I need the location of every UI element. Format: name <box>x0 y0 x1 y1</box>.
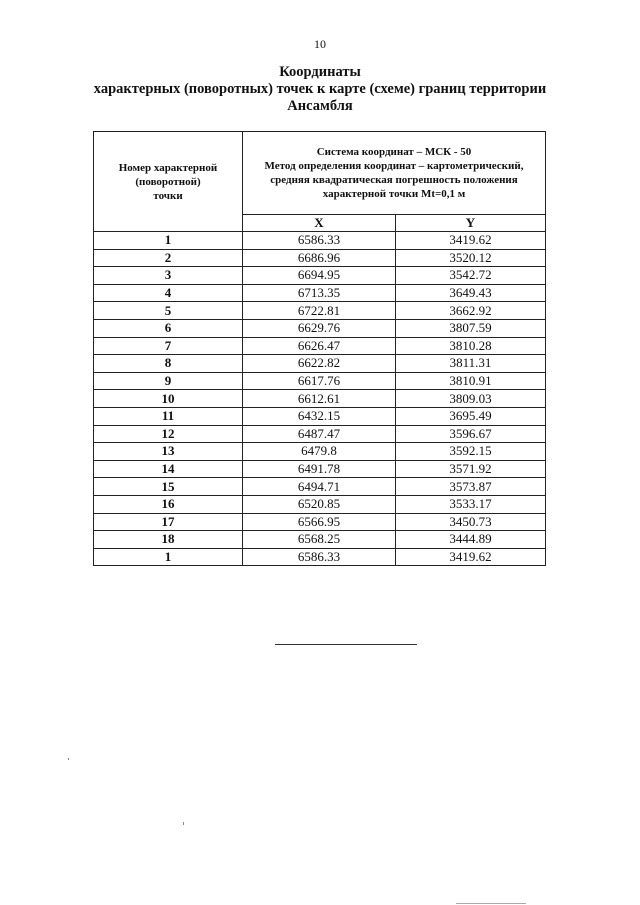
point-number-cell: 5 <box>94 302 243 320</box>
y-coordinate-cell: 3520.12 <box>396 249 546 267</box>
table-row <box>94 390 546 408</box>
y-coordinate-cell: 3573.87 <box>396 478 546 496</box>
coordinate-system-header: Система координат – МСК - 50 Метод определения координат – картометрический, средняя квадратическая погрешность положения характерной точки Mt=0,1 м <box>243 132 546 215</box>
y-coordinate-cell: 3419.62 <box>396 232 546 250</box>
y-coordinate-cell: 3811.31 <box>396 355 546 373</box>
table-row <box>94 531 546 549</box>
x-coordinate-cell: 6491.78 <box>243 460 396 478</box>
signature-rule <box>275 644 417 645</box>
title-line-1: Координаты <box>279 64 361 80</box>
table-row <box>94 460 546 478</box>
table-row <box>94 478 546 496</box>
x-coordinate-cell: 6694.95 <box>243 267 396 285</box>
page-title <box>40 64 600 115</box>
point-number-cell: 14 <box>94 460 243 478</box>
y-coordinate-cell: 3419.62 <box>396 548 546 566</box>
y-coordinate-cell: 3809.03 <box>396 390 546 408</box>
y-coordinate-cell: 3810.28 <box>396 337 546 355</box>
y-coordinate-cell: 3571.92 <box>396 460 546 478</box>
point-number-cell: 9 <box>94 372 243 390</box>
scan-speck <box>183 822 184 825</box>
y-coordinate-cell: 3596.67 <box>396 425 546 443</box>
table-row <box>94 425 546 443</box>
x-coordinate-cell: 6568.25 <box>243 531 396 549</box>
x-coordinate-cell: 6586.33 <box>243 548 396 566</box>
x-column-header: X <box>243 215 396 232</box>
table-row <box>94 249 546 267</box>
point-number-cell: 16 <box>94 495 243 513</box>
x-coordinate-cell: 6617.76 <box>243 372 396 390</box>
point-number-cell: 3 <box>94 267 243 285</box>
scan-speck <box>68 758 69 760</box>
table-row <box>94 355 546 373</box>
table-row <box>94 495 546 513</box>
point-number-cell: 18 <box>94 531 243 549</box>
table-row <box>94 443 546 461</box>
y-coordinate-cell: 3662.92 <box>396 302 546 320</box>
y-coordinate-cell: 3810.91 <box>396 372 546 390</box>
y-coordinate-cell: 3533.17 <box>396 495 546 513</box>
y-coordinate-cell: 3542.72 <box>396 267 546 285</box>
y-coordinate-cell: 3807.59 <box>396 319 546 337</box>
y-coordinate-cell: 3450.73 <box>396 513 546 531</box>
title-line-3: Ансамбля <box>287 98 353 114</box>
table-row <box>94 319 546 337</box>
y-coordinate-cell: 3444.89 <box>396 531 546 549</box>
point-number-header: Номер характерной (поворотной) точки <box>94 132 243 232</box>
point-number-cell: 4 <box>94 284 243 302</box>
point-number-cell: 1 <box>94 548 243 566</box>
x-coordinate-cell: 6626.47 <box>243 337 396 355</box>
point-number-cell: 2 <box>94 249 243 267</box>
y-coordinate-cell: 3695.49 <box>396 407 546 425</box>
page-number: 10 <box>314 37 326 51</box>
coordinates-body <box>94 232 546 566</box>
x-coordinate-cell: 6713.35 <box>243 284 396 302</box>
x-coordinate-cell: 6612.61 <box>243 390 396 408</box>
point-number-cell: 8 <box>94 355 243 373</box>
point-number-cell: 13 <box>94 443 243 461</box>
point-number-cell: 1 <box>94 232 243 250</box>
scan-edge-line <box>456 903 526 904</box>
x-coordinate-cell: 6432.15 <box>243 407 396 425</box>
table-row <box>94 267 546 285</box>
point-number-cell: 11 <box>94 407 243 425</box>
table-row <box>94 372 546 390</box>
x-coordinate-cell: 6487.47 <box>243 425 396 443</box>
x-coordinate-cell: 6479.8 <box>243 443 396 461</box>
y-coordinate-cell: 3592.15 <box>396 443 546 461</box>
title-line-2: характерных (поворотных) точек к карте (схеме) границ территории <box>93 81 547 97</box>
table-row <box>94 407 546 425</box>
point-number-cell: 10 <box>94 390 243 408</box>
point-number-cell: 12 <box>94 425 243 443</box>
x-coordinate-cell: 6629.76 <box>243 319 396 337</box>
table-row <box>94 337 546 355</box>
x-coordinate-cell: 6622.82 <box>243 355 396 373</box>
x-coordinate-cell: 6566.95 <box>243 513 396 531</box>
x-coordinate-cell: 6494.71 <box>243 478 396 496</box>
table-row <box>94 302 546 320</box>
x-coordinate-cell: 6686.96 <box>243 249 396 267</box>
table-row <box>94 548 546 566</box>
y-column-header: Y <box>396 215 546 232</box>
point-number-cell: 15 <box>94 478 243 496</box>
table-row <box>94 513 546 531</box>
table-row <box>94 284 546 302</box>
x-coordinate-cell: 6586.33 <box>243 232 396 250</box>
y-coordinate-cell: 3649.43 <box>396 284 546 302</box>
x-coordinate-cell: 6722.81 <box>243 302 396 320</box>
point-number-cell: 6 <box>94 319 243 337</box>
table-row <box>94 232 546 250</box>
coordinates-table <box>93 131 546 566</box>
point-number-cell: 7 <box>94 337 243 355</box>
point-number-cell: 17 <box>94 513 243 531</box>
x-coordinate-cell: 6520.85 <box>243 495 396 513</box>
